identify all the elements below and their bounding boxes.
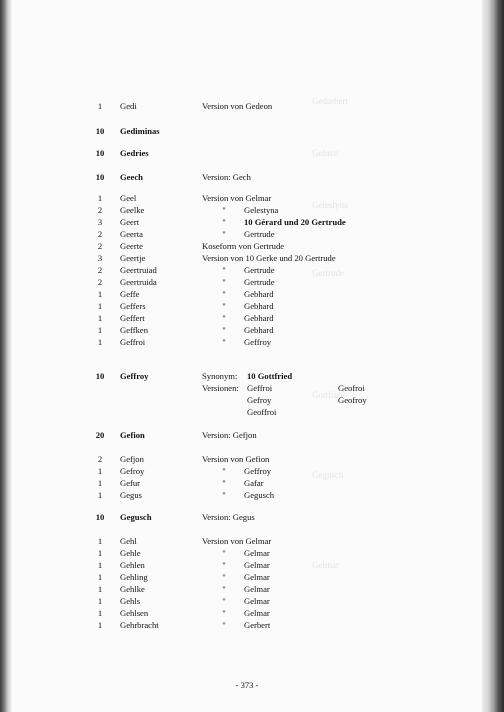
entry-frequency: 1 xyxy=(97,620,103,630)
ditto-mark: " xyxy=(222,277,226,287)
ditto-mark: " xyxy=(222,337,226,347)
ditto-mark: " xyxy=(222,478,226,488)
entry-name: Gehlsen xyxy=(120,608,149,618)
entry-description: Synonym: xyxy=(202,371,238,381)
entry-reference: Gelmar xyxy=(244,548,270,558)
entry-reference: Gebhard xyxy=(244,313,274,323)
entry-name: Gedries xyxy=(120,148,149,158)
ditto-mark: " xyxy=(222,596,226,606)
entry-name: Geerta xyxy=(120,229,143,239)
entry-frequency: 10 xyxy=(95,126,105,136)
ditto-mark: " xyxy=(222,608,226,618)
entry-name: Gehling xyxy=(120,572,148,582)
entry-name: Gefur xyxy=(120,478,141,488)
entry-name: Gegus xyxy=(120,490,142,500)
bleed-through-text: Gedarbert xyxy=(312,96,348,106)
entry-reference: Geffroy xyxy=(244,466,272,476)
entry-frequency: 2 xyxy=(97,229,103,239)
entry-name: Geffers xyxy=(120,301,146,311)
ditto-mark: " xyxy=(222,289,226,299)
entry-reference: Geoffroi xyxy=(247,407,277,417)
entry-name: Geffroy xyxy=(120,371,149,381)
entry-name: Geertje xyxy=(120,253,146,263)
entry-frequency: 1 xyxy=(97,101,103,111)
entry-reference: Gelmar xyxy=(244,560,270,570)
entry-frequency: 2 xyxy=(97,277,103,287)
bleed-through-text: Gottfried xyxy=(312,390,345,400)
entry-name: Gehls xyxy=(120,596,141,606)
entry-description: Version: Gegus xyxy=(202,512,255,522)
entry-frequency: 1 xyxy=(97,466,103,476)
entry-frequency: 1 xyxy=(97,536,103,546)
entry-frequency: 2 xyxy=(97,241,103,251)
entry-name: Gefion xyxy=(120,430,145,440)
entry-additional-version: Geofroi xyxy=(338,383,365,393)
entry-frequency: 2 xyxy=(97,205,103,215)
bleed-through-text: Gertrude xyxy=(312,268,344,278)
entry-frequency: 1 xyxy=(97,289,103,299)
ditto-mark: " xyxy=(222,325,226,335)
entry-frequency: 3 xyxy=(97,253,103,263)
entry-reference: 10 Gottfried xyxy=(247,371,293,381)
entry-description: Version von Gedeon xyxy=(202,101,273,111)
bleed-through-text: Gelmar xyxy=(312,560,339,570)
entry-frequency: 10 xyxy=(95,512,105,522)
entry-frequency: 1 xyxy=(97,337,103,347)
entry-reference: Gertrude xyxy=(244,265,275,275)
entry-frequency: 1 xyxy=(97,301,103,311)
entry-reference: Gelmar xyxy=(244,584,270,594)
entry-name: Geech xyxy=(120,172,143,182)
entry-name: Gedi xyxy=(120,101,137,111)
ditto-mark: " xyxy=(222,313,226,323)
ditto-mark: " xyxy=(222,548,226,558)
entry-description: Version von Gefion xyxy=(202,454,270,464)
ditto-mark: " xyxy=(222,572,226,582)
document-page xyxy=(12,0,482,712)
entry-reference: Geffroi xyxy=(247,383,273,393)
entry-reference: Gelmar xyxy=(244,608,270,618)
entry-reference: Geffroy xyxy=(244,337,272,347)
ditto-mark: " xyxy=(222,265,226,275)
entry-reference: Gebhard xyxy=(244,301,274,311)
entry-name: Gehlke xyxy=(120,584,145,594)
ditto-mark: " xyxy=(222,490,226,500)
entry-frequency: 1 xyxy=(97,548,103,558)
page-stack-edge xyxy=(482,0,504,712)
entry-reference: Gelmar xyxy=(244,572,270,582)
entry-name: Geertruiad xyxy=(120,265,157,275)
entry-reference: Gelmar xyxy=(244,596,270,606)
ditto-mark: " xyxy=(222,584,226,594)
entry-description: Version: Gech xyxy=(202,172,251,182)
ditto-mark: " xyxy=(222,217,226,227)
entry-frequency: 1 xyxy=(97,193,103,203)
entry-frequency: 20 xyxy=(95,430,105,440)
entry-description: Versionen: xyxy=(202,383,239,393)
ditto-mark: " xyxy=(222,301,226,311)
entry-frequency: 10 xyxy=(95,148,105,158)
entry-reference: Gafar xyxy=(244,478,264,488)
ditto-mark: " xyxy=(222,229,226,239)
entry-frequency: 2 xyxy=(97,454,103,464)
entry-description: Version: Gefjon xyxy=(202,430,257,440)
entry-frequency: 2 xyxy=(97,265,103,275)
entry-name: Gediminas xyxy=(120,126,160,136)
entry-name: Geerte xyxy=(120,241,143,251)
entry-name: Gefjon xyxy=(120,454,144,464)
entry-reference: Gegusch xyxy=(244,490,275,500)
entry-reference: Gertrude xyxy=(244,229,275,239)
entry-name: Geffken xyxy=(120,325,148,335)
entry-name: Geffe xyxy=(120,289,140,299)
entry-name: Gehlen xyxy=(120,560,145,570)
entry-name: Geffroi xyxy=(120,337,146,347)
bleed-through-text: Gegusch xyxy=(312,470,344,480)
entry-reference: 10 Gérard und 20 Gertrude xyxy=(244,217,346,227)
ditto-mark: " xyxy=(222,205,226,215)
entry-reference: Gerbert xyxy=(244,620,271,630)
page-number: - 373 - xyxy=(235,680,259,690)
entry-frequency: 10 xyxy=(95,371,105,381)
entry-description: Version von 10 Gerke und 20 Gertrude xyxy=(202,253,336,263)
entry-reference: Gelestyna xyxy=(244,205,279,215)
entry-frequency: 1 xyxy=(97,490,103,500)
entry-name: Gehl xyxy=(120,536,137,546)
entry-reference: Gertrude xyxy=(244,277,275,287)
entry-name: Gefroy xyxy=(120,466,145,476)
entry-description: Koseform von Gertrude xyxy=(202,241,285,251)
ditto-mark: " xyxy=(222,466,226,476)
entry-description: Version von Gelmar xyxy=(202,193,272,203)
entry-name: Geelke xyxy=(120,205,145,215)
entry-name: Gehle xyxy=(120,548,141,558)
entry-frequency: 1 xyxy=(97,325,103,335)
bleed-through-text: Gelestyna xyxy=(312,200,348,210)
entry-frequency: 1 xyxy=(97,608,103,618)
entry-name: Gehrbracht xyxy=(120,620,159,630)
ditto-mark: " xyxy=(222,560,226,570)
entry-name: Geffert xyxy=(120,313,145,323)
entry-name: Geertruida xyxy=(120,277,157,287)
entry-frequency: 1 xyxy=(97,596,103,606)
entry-additional-version: Geofroy xyxy=(338,395,367,405)
entry-frequency: 1 xyxy=(97,313,103,323)
entry-frequency: 1 xyxy=(97,560,103,570)
entry-name: Geel xyxy=(120,193,137,203)
ditto-mark: " xyxy=(222,620,226,630)
bleed-through-text: Gelmar xyxy=(312,148,339,158)
book-spine-shadow xyxy=(0,0,12,712)
entry-description: Version von Gelmar xyxy=(202,536,272,546)
entry-reference: Gefroy xyxy=(247,395,272,405)
entry-name: Geert xyxy=(120,217,140,227)
entry-frequency: 1 xyxy=(97,584,103,594)
entry-frequency: 3 xyxy=(97,217,103,227)
entry-frequency: 10 xyxy=(95,172,105,182)
entry-frequency: 1 xyxy=(97,478,103,488)
entry-name: Gegusch xyxy=(120,512,152,522)
entry-frequency: 1 xyxy=(97,572,103,582)
entry-reference: Gebhard xyxy=(244,325,274,335)
entry-reference: Gebhard xyxy=(244,289,274,299)
